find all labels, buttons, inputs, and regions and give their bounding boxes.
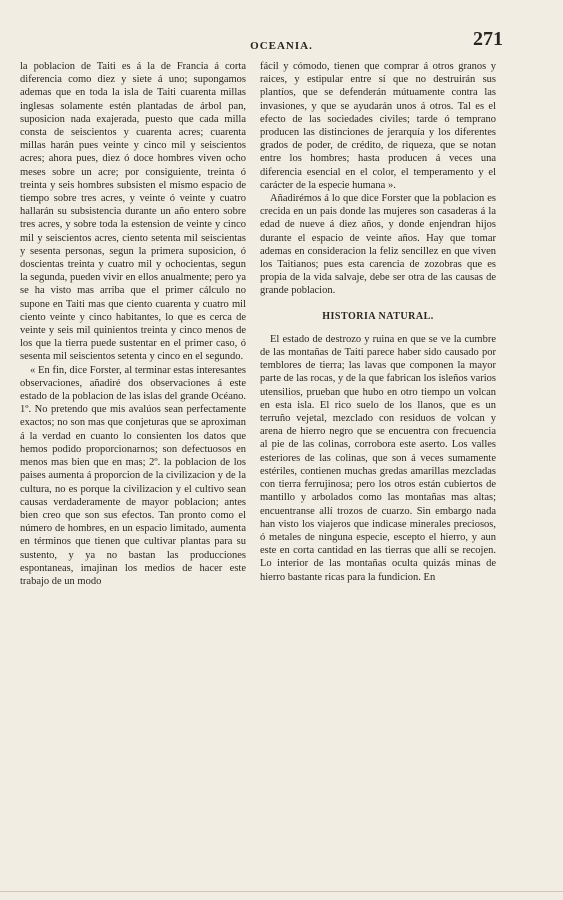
- paragraph: fácil y cómodo, tienen que comprar á otros granos y raices, y estipular entre sí que no destruirán sus plantíos, que se defenderán mútuamente contra las invasiones, y que se ayudarán unos á otros. Tal es el efecto de las sociedades civiles; tarde ó temprano producen las distinciones de jerarquía y los diferentes grados de poder, de crédito, de riqueza, que se notan entre los hombres; hasta producen á veces una diferencia esencial en el color, el temperamento y el carácter de la especie humana ».: [260, 61, 496, 191]
- section-heading: HISTORIA NATURAL.: [322, 310, 434, 322]
- right-column: [260, 60, 496, 584]
- bottom-rule: [0, 891, 563, 892]
- running-header: OCEANIA.: [250, 40, 313, 52]
- paragraph: El estado de destrozo y ruina en que se ve la cumbre de las montañas de Taiti parece haber sido causado por temblores de tierra; las lavas que componen la mayor parte de las rocas, y de la que fabrican los isleños varios utensilios, prueban que hubo en otro tiempo un volcan en esta isla. El rico suelo de los llanos, que es un terruño vejetal, mezclado con residuos de volcan y arena de hierro negro que se encuentra con frecuencia al pie de las colinas, corrobora este aserto. Los valles esteriores de las colinas, que son á veces sumamente estériles, contienen muchas gredas amarillas mezcladas con tierra ferrujinosa; pero los otros están cubiertos de mantillo y arbolados como las montañas mas altas; encuentranse allí trozos de cuarzo. Sin embargo nada han visto los viajeros que indicase minerales preciosos, ó metales de ninguna especie, escepto el hierro, y aun este en corta cantidad en las tierras que allí se recojen. Lo interior de las montañas oculta quizás minas de hierro bastante ricas para la fundicion. En: [260, 333, 496, 583]
- paragraph: Añadirémos á lo que dice Forster que la poblacion es crecida en un pais donde las mujeres son casaderas á la edad de nueve á diez años, y donde enjendran hijos durante el espacio de veinte años. Hay que tomar ademas en consideracion la feliz sencillez en que viven los Taitianos; pues esta carencia de zozobras que es propia de la vida salvaje, debe ser otra de las causas de grande poblacion.: [260, 193, 496, 297]
- paragraph: la poblacion de Taiti es á la de Francia á corta diferencia como diez y siete á uno; supongamos ademas que en toda la isla de Taiti cuarenta millas inglesas solamente estén plantadas de árbol pan, suposicion nada exajerada, puesto que cada milla consta de seiscientos y cuarenta acres; cuarenta millas harán pues veinte y cinco mil y seiscientos acres; ahora pues, diez ó doce hombres viven ocho meses sobre un acre; por consiguiente, treinta ó treinta y seis hombres subsisten el mismo espacio de tiempo sobre tres acres, y veinte ó veinte y cuatro hallarán su subsistencia durante un año entero sobre tres acres, y sobre toda la estension de veinte y cinco mil y seiscientos acres, ciento setenta mil seiscientas y sesenta personas, segun la primera suposicion, ó doscientas treinta y cuatro mil y ochocientas, segun la segunda, pueden vivir en ellos anualmente; pero ya se ha visto mas arriba que el primer cálculo no supone en Taiti mas que ciento cuarenta y cuatro mil ciento veinte y cinco habitantes, lo que es cerca de veinte y seis mil quinientos treinta y cinco menos de los que la tierra puede sustentar en el primer caso, ó sesenta mil seiscientos setenta y cinco en el segundo.: [20, 61, 246, 363]
- paragraph: « En fin, dice Forster, al terminar estas interesantes observaciones, añadiré dos observaciones á este estado de la poblacion de las islas del grande Océano. 1º. No pretendo que mis avalúos sean perfectamente exactos; no son mas que conjeturas que se aproximan á la verdad en cuanto lo consienten los datos que hemos podido proporcionarnos; son defectuosos en menos mas bien que en mas; 2º. la poblacion de los paises aumenta á proporcion de la civilizacion y de la cultura, no es porque la civilizacion y el cultivo sean causas verdaderamente de mayor poblacion; antes bien creo que son sus efectos. Tan pronto como el número de hombres, en un espacio limitado, aumenta en términos que tienen que cultivar plantas para su sustento, y ya no bastan las producciones espontaneas, imajinan los medios de hacer este trabajo de un modo: [20, 364, 246, 587]
- page-number: 271: [473, 28, 503, 50]
- left-column: [20, 60, 246, 588]
